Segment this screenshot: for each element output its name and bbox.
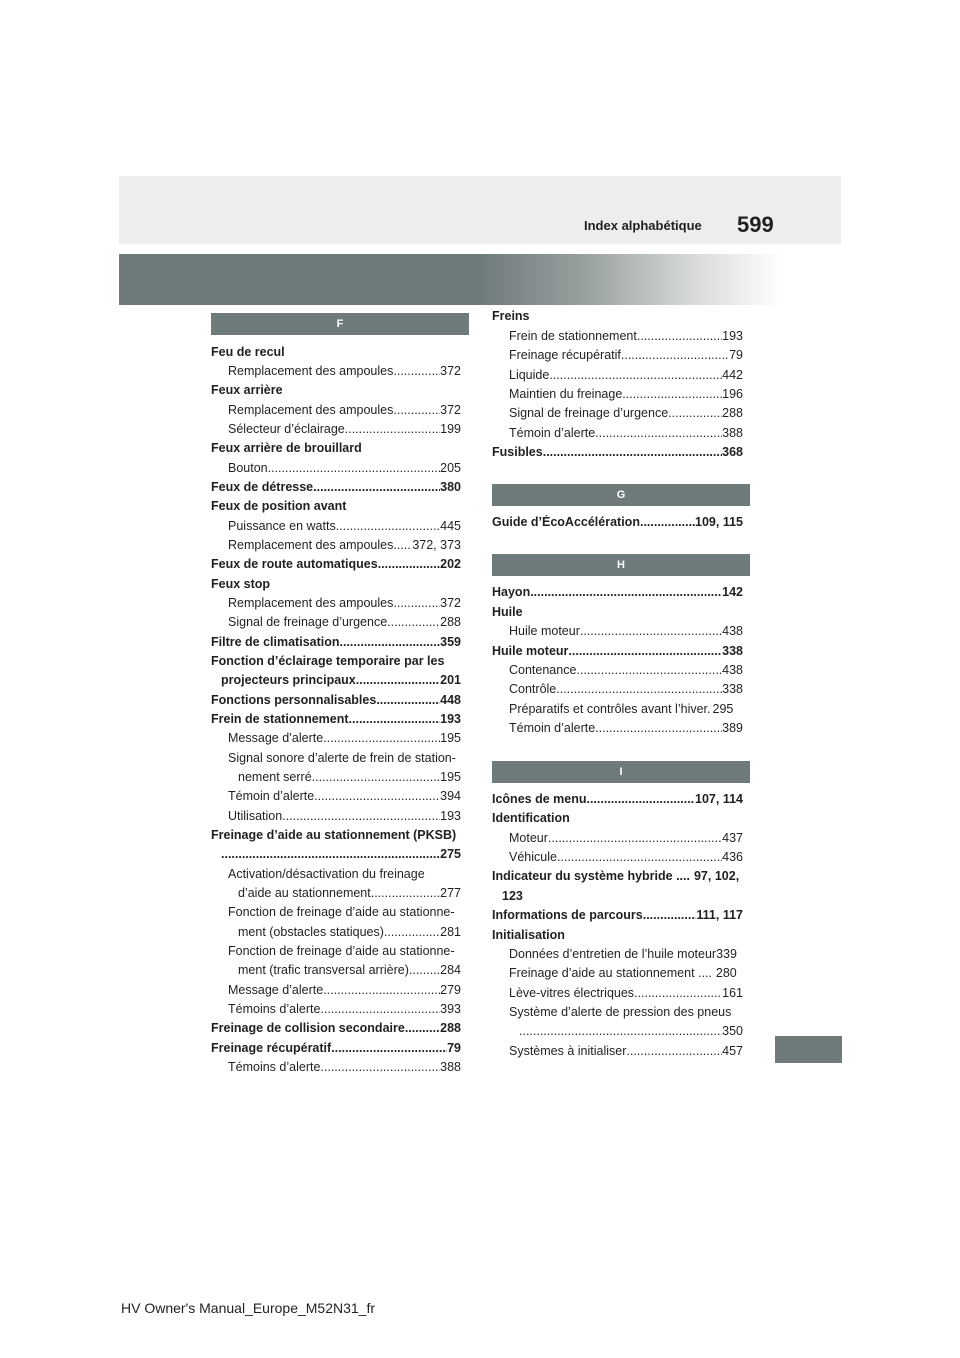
index-entry: ment (trafic transversal arrière) ..... 284 (238, 963, 461, 979)
index-entry: Bouton ..... 205 (228, 461, 461, 477)
header-strip (119, 176, 841, 244)
index-entry: Contrôle ..... 338 (509, 682, 743, 698)
index-entry: ..... 350 (519, 1024, 743, 1040)
index-entry: ..... 275 (221, 847, 461, 863)
index-entry-wrapped: 123 (502, 889, 523, 903)
index-entry: Témoin d’alerte ..... 394 (228, 789, 461, 805)
index-entry: d’aide au stationnement ..... 277 (238, 886, 461, 902)
index-entry: Icônes de menu ..... 107, 114 (492, 792, 743, 808)
index-entry-heading: Feux stop (211, 577, 271, 591)
index-entry-wrapped: Système d’alerte de pression des pneus (509, 1005, 732, 1019)
index-entry: Filtre de climatisation ..... 359 (211, 635, 461, 651)
index-entry: Guide d’ÉcoAccélération ..... 109, 115 (492, 515, 743, 531)
index-entry-wrapped: Activation/désactivation du freinage (228, 867, 425, 881)
index-entry-wrapped: Fonction de freinage d’aide au stationne- (228, 944, 455, 958)
index-entry-heading: Feu de recul (211, 345, 285, 359)
index-entry: Remplacement des ampoules ..... 372 (228, 596, 461, 612)
index-entry: Freinage de collision secondaire ..... 288 (211, 1021, 461, 1037)
index-entry: Contenance ..... 438 (509, 663, 743, 679)
index-entry-heading: Feux arrière (211, 383, 283, 397)
index-entry: Utilisation ..... 193 (228, 809, 461, 825)
index-entry-heading: Fonction d’éclairage temporaire par les (211, 654, 445, 668)
index-entry: Frein de stationnement ..... 193 (211, 712, 461, 728)
index-entry-wrapped: Signal sonore d’alerte de frein de station- (228, 751, 456, 765)
index-entry: Véhicule ..... 436 (509, 850, 743, 866)
index-entry: Témoin d’alerte ..... 388 (509, 426, 743, 442)
section-side-tab (775, 1036, 842, 1063)
section-bar-g: G (492, 484, 750, 506)
index-entry: Liquide ..... 442 (509, 368, 743, 384)
index-entry: Frein de stationnement ..... 193 (509, 329, 743, 345)
index-entry: Fusibles ..... 368 (492, 445, 743, 461)
index-entry-heading: Identification (492, 811, 570, 825)
index-entry: Témoin d’alerte ..... 389 (509, 721, 743, 737)
index-entry: Témoins d’alerte ..... 388 (228, 1060, 461, 1076)
index-entry: Fonctions personnalisables ..... 448 (211, 693, 461, 709)
index-entry: Message d’alerte ..... 279 (228, 983, 461, 999)
index-entry: Message d’alerte ..... 195 (228, 731, 461, 747)
section-bar-h: H (492, 554, 750, 576)
index-entry: Puissance en watts ..... 445 (228, 519, 461, 535)
index-entry: Moteur ..... 437 (509, 831, 743, 847)
index-entry: Systèmes à initialiser ..... 457 (509, 1044, 743, 1060)
index-entry-heading: Freins (492, 309, 530, 323)
index-entry: Remplacement des ampoules ..... 372 (228, 403, 461, 419)
index-entry: Freinage récupératif ..... 79 (211, 1041, 461, 1057)
index-entry: ment (obstacles statiques) ..... 281 (238, 925, 461, 941)
index-entry-heading: Huile (492, 605, 523, 619)
index-entry: Remplacement des ampoules ..... 372, 373 (228, 538, 461, 554)
index-entry-heading: Initialisation (492, 928, 565, 942)
index-entry: Freinage d’aide au stationnement .... 280 (509, 966, 737, 980)
index-entry-heading: Freinage d’aide au stationnement (PKSB) (211, 828, 457, 842)
section-bar-f: F (211, 313, 469, 335)
index-entry: Freinage récupératif ..... 79 (509, 348, 743, 364)
section-bar-i: I (492, 761, 750, 783)
page-title: Index alphabétique (584, 218, 702, 233)
index-entry: Informations de parcours ..... 111, 117 (492, 908, 743, 924)
index-entry: Signal de freinage d’urgence ..... 288 (228, 615, 461, 631)
page-number: 599 (737, 212, 774, 237)
index-entry: Remplacement des ampoules ..... 372 (228, 364, 461, 380)
index-entry: Sélecteur d’éclairage ..... 199 (228, 422, 461, 438)
index-entry-heading: Feux de position avant (211, 499, 347, 513)
index-entry: Signal de freinage d’urgence ..... 288 (509, 406, 743, 422)
index-entry: Feux de route automatiques ..... 202 (211, 557, 461, 573)
index-entry: nement serré ..... 195 (238, 770, 461, 786)
footer-manual-id: HV Owner's Manual_Europe_M52N31_fr (121, 1300, 376, 1316)
index-entry: Indicateur du système hybride .... 97, 102, (492, 869, 740, 883)
index-entry-heading: Feux arrière de brouillard (211, 441, 362, 455)
index-entry: Témoins d’alerte ..... 393 (228, 1002, 461, 1018)
index-entry: Lève-vitres électriques ..... 161 (509, 986, 743, 1002)
index-entry: Hayon ..... 142 (492, 585, 743, 601)
index-entry: Huile moteur ..... 438 (509, 624, 743, 640)
index-entry: Maintien du freinage ..... 196 (509, 387, 743, 403)
index-entry: projecteurs principaux ..... 201 (221, 673, 461, 689)
index-entry: Feux de détresse ..... 380 (211, 480, 461, 496)
header-gradient-band (119, 254, 841, 305)
index-entry: Huile moteur ..... 338 (492, 644, 743, 660)
index-entry: Données d’entretien de l’huile moteur 339 (509, 947, 737, 961)
index-entry-wrapped: Fonction de freinage d’aide au stationne- (228, 905, 455, 919)
index-entry: Préparatifs et contrôles avant l’hiver. 295 (509, 702, 734, 716)
